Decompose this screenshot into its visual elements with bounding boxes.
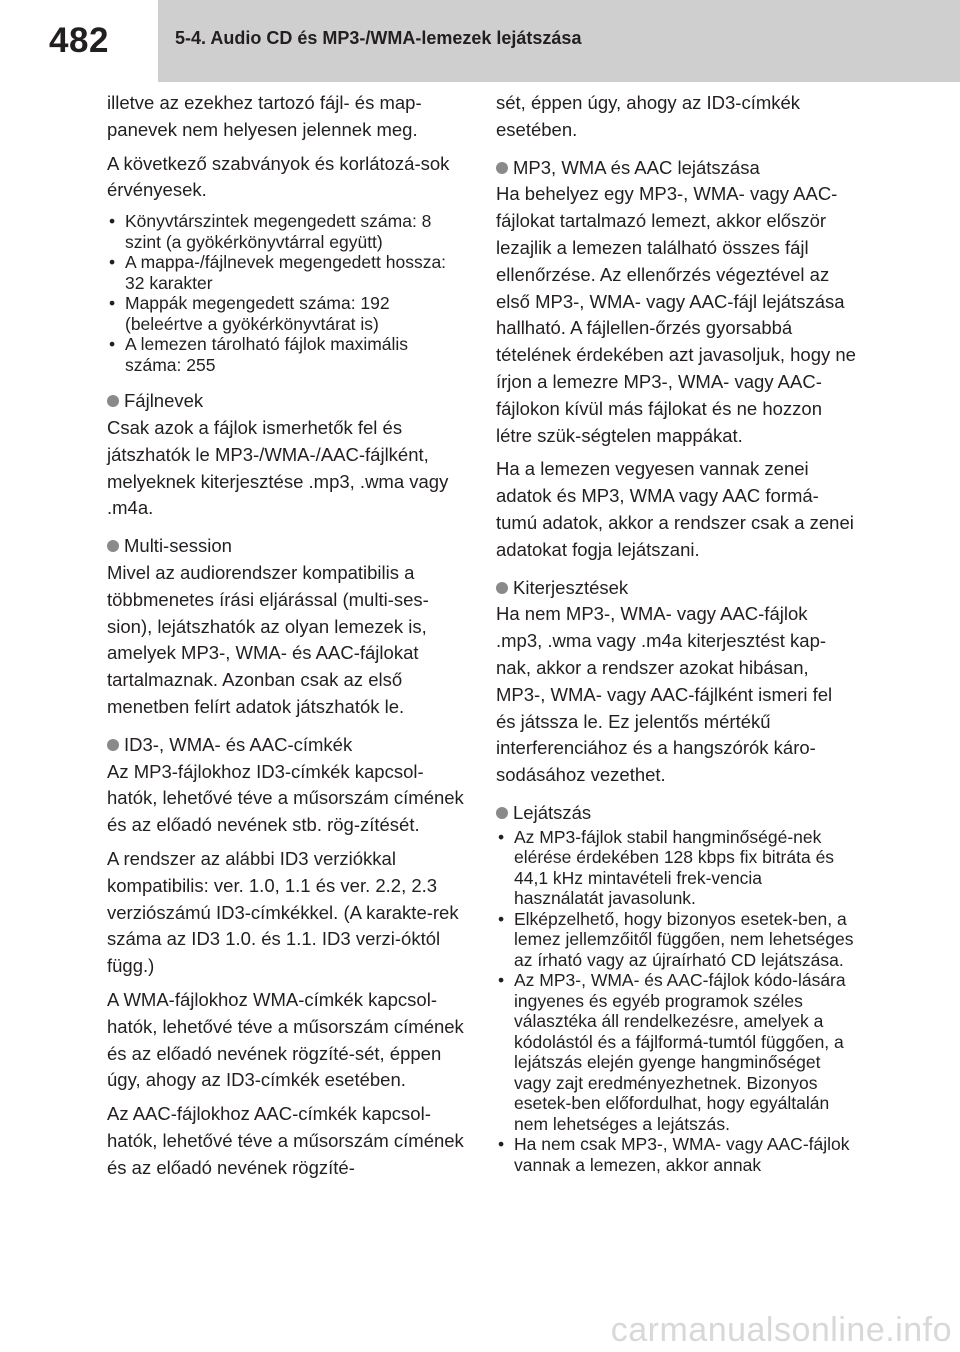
right-column bbox=[496, 90, 856, 1184]
bullet-dot-icon bbox=[107, 540, 119, 552]
subheading-label: Multi-session bbox=[124, 535, 232, 557]
paragraph: Az AAC-fájlokhoz AAC-címkék kapcsol-hatók, lehetővé téve a műsorszám címének és az előadó nevének rögzíté- bbox=[107, 1103, 464, 1178]
paragraph: Csak azok a fájlok ismerhetők fel és játszhatók le MP3-/WMA-/AAC-fájlként, melyeknek kiterjesztése .mp3, .wma vagy .m4a. bbox=[107, 416, 449, 519]
bullet-dot-icon bbox=[107, 395, 119, 407]
list-item: • A lemezen tárolható fájlok maximális száma: 255 bbox=[107, 334, 467, 375]
playback-list bbox=[496, 827, 856, 1176]
subheading-label: MP3, WMA és AAC lejátszása bbox=[513, 156, 760, 178]
page-number: 482 bbox=[0, 0, 158, 82]
subheading-multisession bbox=[107, 529, 467, 560]
paragraph: A következő szabványok és korlátozá-sok érvényesek. bbox=[107, 152, 450, 201]
list-item: • Elképzelhető, hogy bizonyos esetek-ben, a lemez jellemzőitől függően, nem lehetséges az írható vagy az újraírható CD lejátszása. bbox=[496, 909, 856, 971]
list-item: • Az MP3-, WMA- és AAC-fájlok kódo-lására ingyenes és egyéb programok széles választéka áll rendelkezésre, amelyek a kódolástól és a fájlformá-tumtól függően, a lejátszás elején gyenge hangminőséget vagy zajt eredményezhetnek. Bizonyos esetek-ben előfordulhat, hogy egyáltalán nem lehetséges a lejátszás. bbox=[496, 970, 856, 1134]
limits-list bbox=[107, 211, 467, 375]
paragraph: Ha a lemezen vegyesen vannak zenei adatok és MP3, WMA vagy AAC formá-tumú adatok, akkor a rendszer csak a zenei adatokat fogja lejátszani. bbox=[496, 458, 854, 560]
paragraph: Ha nem MP3-, WMA- vagy AAC-fájlok .mp3, .wma vagy .m4a kiterjesztést kap-nak, akkor a rendszer azokat hibásan, MP3-, WMA- vagy AAC-fájlként ismeri fel és játssza le. Ez jelentős mértékű interferenciához és a hangszórók káro-sodásához vezethet. bbox=[496, 603, 833, 786]
subheading-label: Fájlnevek bbox=[124, 390, 204, 412]
paragraph: Ha behelyez egy MP3-, WMA- vagy AAC-fájlokat tartalmazó lemezt, akkor először lezajlik a lemezen található összes fájl ellenőrzése. Az ellenőrzés végeztével az első MP3-, WMA- vagy AAC-fájl lejátszása hallható. A fájlellen-őrzés gyorsabbá tételének érdekében azt javasoljuk, hogy ne írjon a lemezre MP3-, WMA- vagy AAC-fájlokon kívül más fájlokat és ne hozzon létre szük-ségtelen mappákat. bbox=[496, 183, 856, 446]
bullet-dot-icon bbox=[107, 739, 119, 751]
section-title: 5-4. Audio CD és MP3-/WMA-lemezek lejátszása bbox=[175, 28, 582, 48]
left-column bbox=[107, 90, 467, 1189]
subheading-playback bbox=[496, 796, 856, 827]
paragraph: A WMA-fájlokhoz WMA-címkék kapcsol-hatók, lehetővé téve a műsorszám címének és az előadó nevének rögzíté-sét, éppen úgy, ahogy az ID3-címkék esetében. bbox=[107, 988, 464, 1091]
bullet-dot-icon bbox=[496, 162, 508, 174]
paragraph: A rendszer az alábbi ID3 verziókkal kompatibilis: ver. 1.0, 1.1 és ver. 2.2, 2.3 verziószámú ID3-címkékkel. (A karakte-rek száma az ID3 1.0. és 1.1. ID3 verzi-óktól függ.) bbox=[107, 847, 459, 977]
watermark: carmanualsonline.info bbox=[610, 1311, 952, 1349]
subheading-tags bbox=[107, 728, 467, 759]
subheading-playback-types bbox=[496, 151, 856, 182]
paragraph: Az MP3-fájlokhoz ID3-címkék kapcsol-hatók, lehetővé téve a műsorszám címének és az előadó nevének stb. rög-zítését. bbox=[107, 760, 464, 836]
paragraph: Mivel az audiorendszer kompatibilis a többmenetes írási eljárással (multi-ses-sion), lejátszhatók az olyan lemezek is, amelyek MP3-, WMA- és AAC-fájlokat tartalmaznak. Azonban csak az első menetben felírt adatok játszhatók le. bbox=[107, 561, 429, 717]
bullet-dot-icon bbox=[496, 582, 508, 594]
subheading-label: ID3-, WMA- és AAC-címkék bbox=[124, 733, 353, 755]
list-item: • Ha nem csak MP3-, WMA- vagy AAC-fájlok vannak a lemezen, akkor annak bbox=[496, 1134, 856, 1175]
bullet-dot-icon bbox=[496, 807, 508, 819]
list-item: • A mappa-/fájlnevek megengedett hossza: 32 karakter bbox=[107, 252, 467, 293]
subheading-label: Lejátszás bbox=[513, 801, 592, 823]
paragraph: illetve az ezekhez tartozó fájl- és map-panevek nem helyesen jelennek meg. bbox=[107, 92, 422, 140]
list-item: • Az MP3-fájlok stabil hangminőségé-nek elérése érdekében 128 kbps fix bitráta és 44,1 kHz mintavételi frek-vencia használatát javasolunk. bbox=[496, 827, 856, 909]
paragraph: sét, éppen úgy, ahogy az ID3-címkék esetében. bbox=[496, 92, 801, 140]
list-item: • Mappák megengedett száma: 192 (beleértve a gyökérkönyvtárat is) bbox=[107, 293, 467, 334]
subheading-label: Kiterjesztések bbox=[513, 576, 629, 598]
subheading-extensions bbox=[496, 571, 856, 602]
header-bar bbox=[0, 0, 960, 82]
subheading-filenames bbox=[107, 384, 467, 415]
list-item: • Könyvtárszintek megengedett száma: 8 szint (a gyökérkönyvtárral együtt) bbox=[107, 211, 467, 252]
